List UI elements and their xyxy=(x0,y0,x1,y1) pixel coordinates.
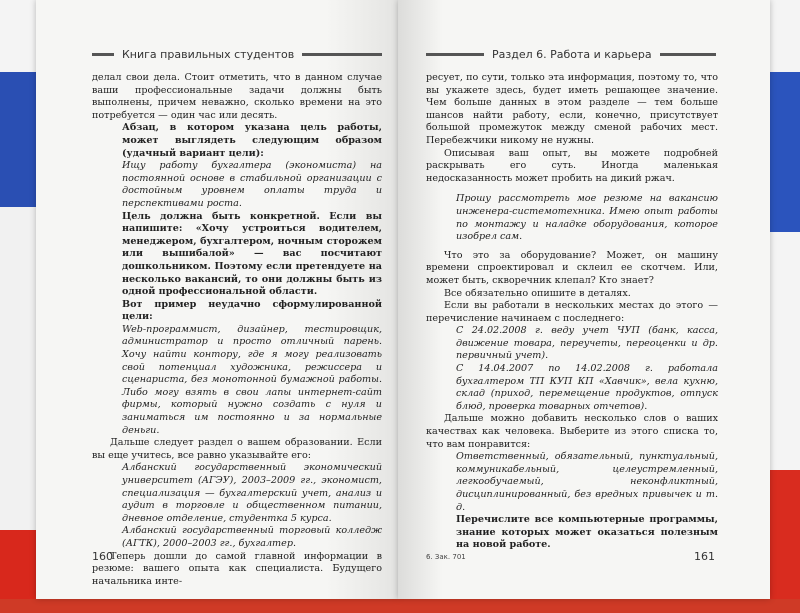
left-header-title: Книга правильных студентов xyxy=(122,47,295,61)
left-body xyxy=(92,72,382,588)
cover-bottom-edge xyxy=(0,599,800,613)
paragraph-bold: Абзац, в котором указана цель работы, может выглядеть следующим образом (удачный вариант цели): xyxy=(122,122,382,159)
paragraph-bold: Вот пример неудачно сформулированной цели: xyxy=(122,298,382,323)
example-italic: С 14.04.2007 по 14.02.2008 г. работала бухгалтером ТП КУП КП «Хавчик», вела кухню, склад (приход, перемещение продуктов, отпуск блюд, проверка товарных отчетов). xyxy=(456,363,718,412)
example-italic: С 24.02.2008 г. веду учет ЧУП (банк, касса, движение товара, переучеты, переоценки и др. первичный учет). xyxy=(456,325,718,362)
example-italic: Ответственный, обязательный, пунктуальный, коммуникабельный, целеустремленный, легкообучаемый, неконфликтный, дисциплинированный, без вредных привычек и т. д. xyxy=(456,451,718,513)
paragraph: Дальше следует раздел о вашем образовании. Если вы еще учитесь, все равно указывайте его: xyxy=(92,437,382,461)
paragraph: ресует, по сути, только эта информация, поэтому то, что вы укажете здесь, будет иметь решающее значение. Чем больше данных в этом разделе — тем больше шансов найти работу, если, конечно, присутствует большой промежуток между сменой рабочих мест. Перебежчики никому не нужны. xyxy=(426,72,718,146)
left-running-header xyxy=(92,46,382,62)
paragraph: Все обязательно опишите в деталях. xyxy=(444,287,631,299)
right-body xyxy=(426,72,718,552)
signature-mark: 6. Зак. 701 xyxy=(426,553,466,561)
example-italic: Албанский государственный экономический университет (АГЭУ), 2003–2009 гг., экономист, специализация — бухгалтерский учет, анализ и аудит в торговле и общественном питании, дневное отделение, студентка 5 курса. xyxy=(122,462,382,524)
header-rule xyxy=(302,53,382,56)
left-page xyxy=(36,0,398,599)
paragraph: Дальше можно добавить несколько слов о ваших качествах как человека. Выберите из этого списка то, что вам понравится: xyxy=(426,413,718,450)
example-italic: Ищу работу бухгалтера (экономиста) на постоянной основе в стабильной организации с достойным уровнем оплаты труда и перспективами роста. xyxy=(122,160,382,209)
paragraph: Описывая ваш опыт, вы можете подробней раскрывать его суть. Иногда маленькая недосказанность может пробить на дикий ржач. xyxy=(426,147,718,184)
right-page xyxy=(398,0,770,599)
paragraph: Если вы работали в нескольких местах до этого — перечисление начинаем с последнего: xyxy=(426,300,718,324)
right-page-number: 161 xyxy=(694,550,715,563)
example-italic: Web-программист, дизайнер, тестировщик, администратор и просто отличный парень. Хочу найти контору, где я могу реализовать свой потенциал художника, режиссера и сценариста, без монотонной бумажной работы. Либо могу взять в свои лапы интернет-сайт фирмы, который нужно создать с нуля и заниматься им постоянно и за нормальные деньги. xyxy=(122,323,382,436)
paragraph: делал свои дела. Стоит отметить, что в данном случае ваши профессиональные задачи должны быть выполнены, причем неважно, сколько времени на это потребуется — один час или десять. xyxy=(92,72,382,121)
paragraph: Теперь дошли до самой главной информации в резюме: вашего опыта как специалиста. Будущего начальника инте- xyxy=(92,550,382,587)
header-rule xyxy=(426,53,484,56)
header-rule xyxy=(660,53,716,56)
header-rule xyxy=(92,53,114,56)
example-italic: Прошу рассмотреть мое резюме на вакансию инженера-системотехника. Имею опыт работы по монтажу и наладке оборудования, которое изобрел сам. xyxy=(456,193,718,243)
right-running-header xyxy=(426,46,716,62)
paragraph: Что это за оборудование? Может, он машину времени спроектировал и склеил ее скотчем. Или, может быть, скворечник клепал? Кто знает? xyxy=(426,249,718,286)
paragraph-bold: Перечислите все компьютерные программы, знание которых может оказаться полезным на новой работе. xyxy=(456,514,718,551)
right-header-title: Раздел 6. Работа и карьера xyxy=(492,47,652,61)
example-italic: Албанский государственный торговый колледж (АГТК), 2000–2003 гг., бухгалтер. xyxy=(122,525,382,549)
paragraph-bold: Цель должна быть конкретной. Если вы напишите: «Хочу устроиться водителем, менеджером, бухгалтером, ночным сторожем или вышибалой» — вас посчитают дошкольником. Поэтому если претендуете на несколько вакансий, то они должны быть из одной профессиональной области. xyxy=(122,210,382,298)
left-page-number: 160 xyxy=(92,550,113,563)
